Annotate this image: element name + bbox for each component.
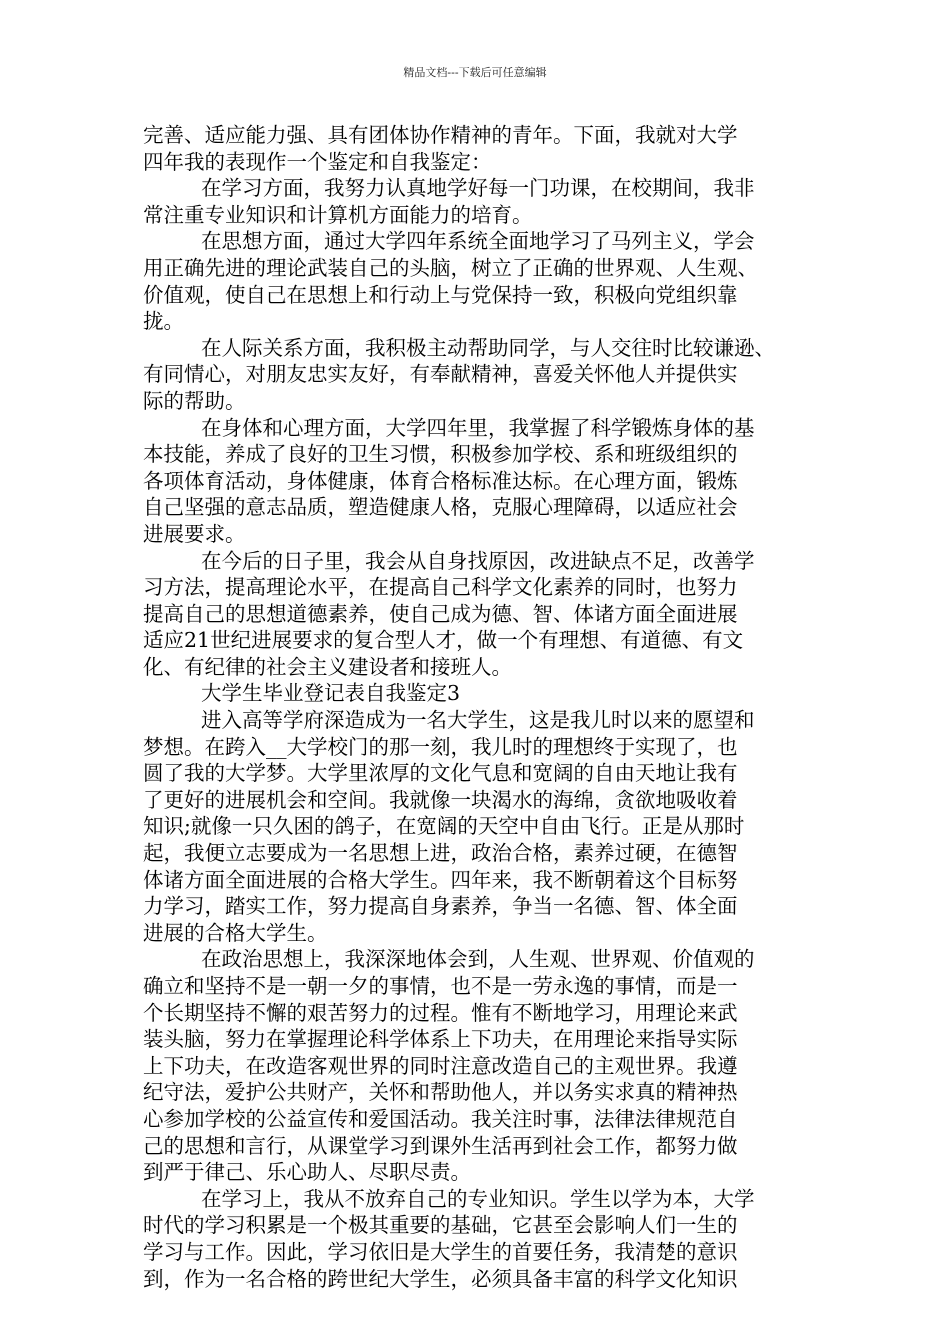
text-line: 心参加学校的公益宣传和爱国活动。我关注时事，法律法律规范自 bbox=[143, 1106, 738, 1131]
text-line: 己的思想和言行，从课堂学习到课外生活再到社会工作，都努力做 bbox=[143, 1133, 738, 1158]
text-line: 拢。 bbox=[143, 309, 184, 334]
text-line: 力学习，踏实工作，努力提高自身素养，争当一名德、智、体全面 bbox=[143, 894, 738, 919]
text-line: 确立和坚持不是一朝一夕的事情，也不是一劳永逸的事情，而是一 bbox=[143, 974, 738, 998]
text-line: 际的帮助。 bbox=[143, 388, 246, 413]
text-line: 在学习方面，我努力认真地学好每一门功课，在校期间，我非 bbox=[201, 176, 755, 201]
paragraph bbox=[143, 415, 815, 548]
text-line: 时代的学习积累是一个极其重要的基础，它甚至会影响人们一生的 bbox=[143, 1213, 738, 1238]
text-line: 价值观，使自己在思想上和行动上与党保持一致，积极向党组织靠 bbox=[143, 282, 738, 307]
paragraph bbox=[143, 946, 815, 1185]
text-line: 在学习上，我从不放弃自己的专业知识。学生以学为本，大学 bbox=[201, 1186, 755, 1211]
text-line: 用正确先进的理论武装自己的头脑，树立了正确的世界观、人生观、 bbox=[143, 255, 758, 280]
text-line: 体诸方面全面进展的合格大学生。四年来，我不断朝着这个目标努 bbox=[143, 867, 738, 892]
text-line: 常注重专业知识和计算机方面能力的培育。 bbox=[143, 202, 533, 227]
text-line: 自己坚强的意志品质，塑造健康人格，克服心理障碍，以适应社会 bbox=[143, 495, 738, 520]
text-line: 在身体和心理方面，大学四年里，我掌握了科学锻炼身体的基 bbox=[201, 415, 755, 440]
text-line: 进展的合格大学生。 bbox=[143, 920, 328, 945]
text-line: 习方法，提高理论水平，在提高自己科学文化素养的同时，也努力 bbox=[143, 575, 738, 600]
paragraph bbox=[143, 122, 815, 175]
paragraph bbox=[143, 548, 815, 681]
text-line: 提高自己的思想道德素养，使自己成为德、智、体诸方面全面进展 bbox=[143, 601, 738, 626]
paragraph bbox=[143, 680, 815, 707]
text-line: 大学生毕业登记表自我鉴定3 bbox=[201, 681, 461, 706]
text-line: 个长期坚持不懈的艰苦努力的过程。惟有不断地学习，用理论来武 bbox=[143, 1000, 738, 1025]
paragraph bbox=[143, 228, 815, 334]
text-line: 适应21世纪进展要求的复合型人才，做一个有理想、有道德、有文 bbox=[143, 628, 744, 653]
text-line: 在思想方面，通过大学四年系统全面地学习了马列主义，学会 bbox=[201, 229, 755, 254]
page-header: 精品文档---下载后可任意编辑 bbox=[403, 66, 547, 79]
text-line: 在今后的日子里，我会从自身找原因，改进缺点不足，改善学 bbox=[201, 548, 755, 573]
text-line: 各项体育活动，身体健康，体育合格标准达标。在心理方面，锻炼 bbox=[143, 468, 738, 493]
text-line: 起，我便立志要成为一名思想上进，政治合格，素养过硬，在德智 bbox=[143, 841, 738, 866]
text-line: 到严于律己、乐心助人、尽职尽责。 bbox=[143, 1160, 471, 1185]
text-line: 梦想。在跨入__大学校门的那一刻，我儿时的理想终于实现了，也 bbox=[143, 734, 738, 759]
text-line: 知识;就像一只久困的鸽子，在宽阔的天空中自由飞行。正是从那时 bbox=[143, 814, 745, 839]
paragraph bbox=[143, 335, 815, 415]
text-line: 了更好的进展机会和空间。我就像一块渴水的海绵，贪欲地吸收着 bbox=[143, 787, 738, 812]
text-line: 化、有纪律的社会主义建设者和接班人。 bbox=[143, 654, 512, 679]
document-body bbox=[143, 122, 815, 1292]
paragraph bbox=[143, 175, 815, 228]
text-line: 纪守法，爱护公共财产，关怀和帮助他人，并以务实求真的精神热 bbox=[143, 1080, 738, 1105]
text-line: 在政治思想上，我深深地体会到，人生观、世界观、价值观的 bbox=[201, 947, 755, 972]
text-line: 进展要求。 bbox=[143, 521, 246, 546]
text-line: 圆了我的大学梦。大学里浓厚的文化气息和宽阔的自由天地让我有 bbox=[143, 761, 738, 786]
paragraph bbox=[143, 707, 815, 946]
text-line: 学习与工作。因此，学习依旧是大学生的首要任务，我清楚的意识 bbox=[143, 1239, 738, 1264]
text-line: 装头脑，努力在掌握理论科学体系上下功夫，在用理论来指导实际 bbox=[143, 1027, 738, 1052]
text-line: 完善、适应能力强、具有团体协作精神的青年。下面，我就对大学 bbox=[143, 123, 738, 147]
text-line: 进入高等学府深造成为一名大学生，这是我儿时以来的愿望和 bbox=[201, 708, 755, 733]
text-line: 到，作为一名合格的跨世纪大学生，必须具备丰富的科学文化知识 bbox=[143, 1266, 738, 1291]
text-line: 有同情心，对朋友忠实友好，有奉献精神，喜爱关怀他人并提供实 bbox=[143, 362, 738, 387]
paragraph bbox=[143, 1186, 815, 1292]
text-line: 四年我的表现作一个鉴定和自我鉴定： bbox=[143, 149, 492, 174]
text-line: 在人际关系方面，我积极主动帮助同学，与人交往时比较谦逊、 bbox=[201, 335, 775, 360]
text-line: 本技能，养成了良好的卫生习惯，积极参加学校、系和班级组织的 bbox=[143, 442, 738, 467]
text-line: 上下功夫，在改造客观世界的同时注意改造自己的主观世界。我遵 bbox=[143, 1053, 738, 1078]
